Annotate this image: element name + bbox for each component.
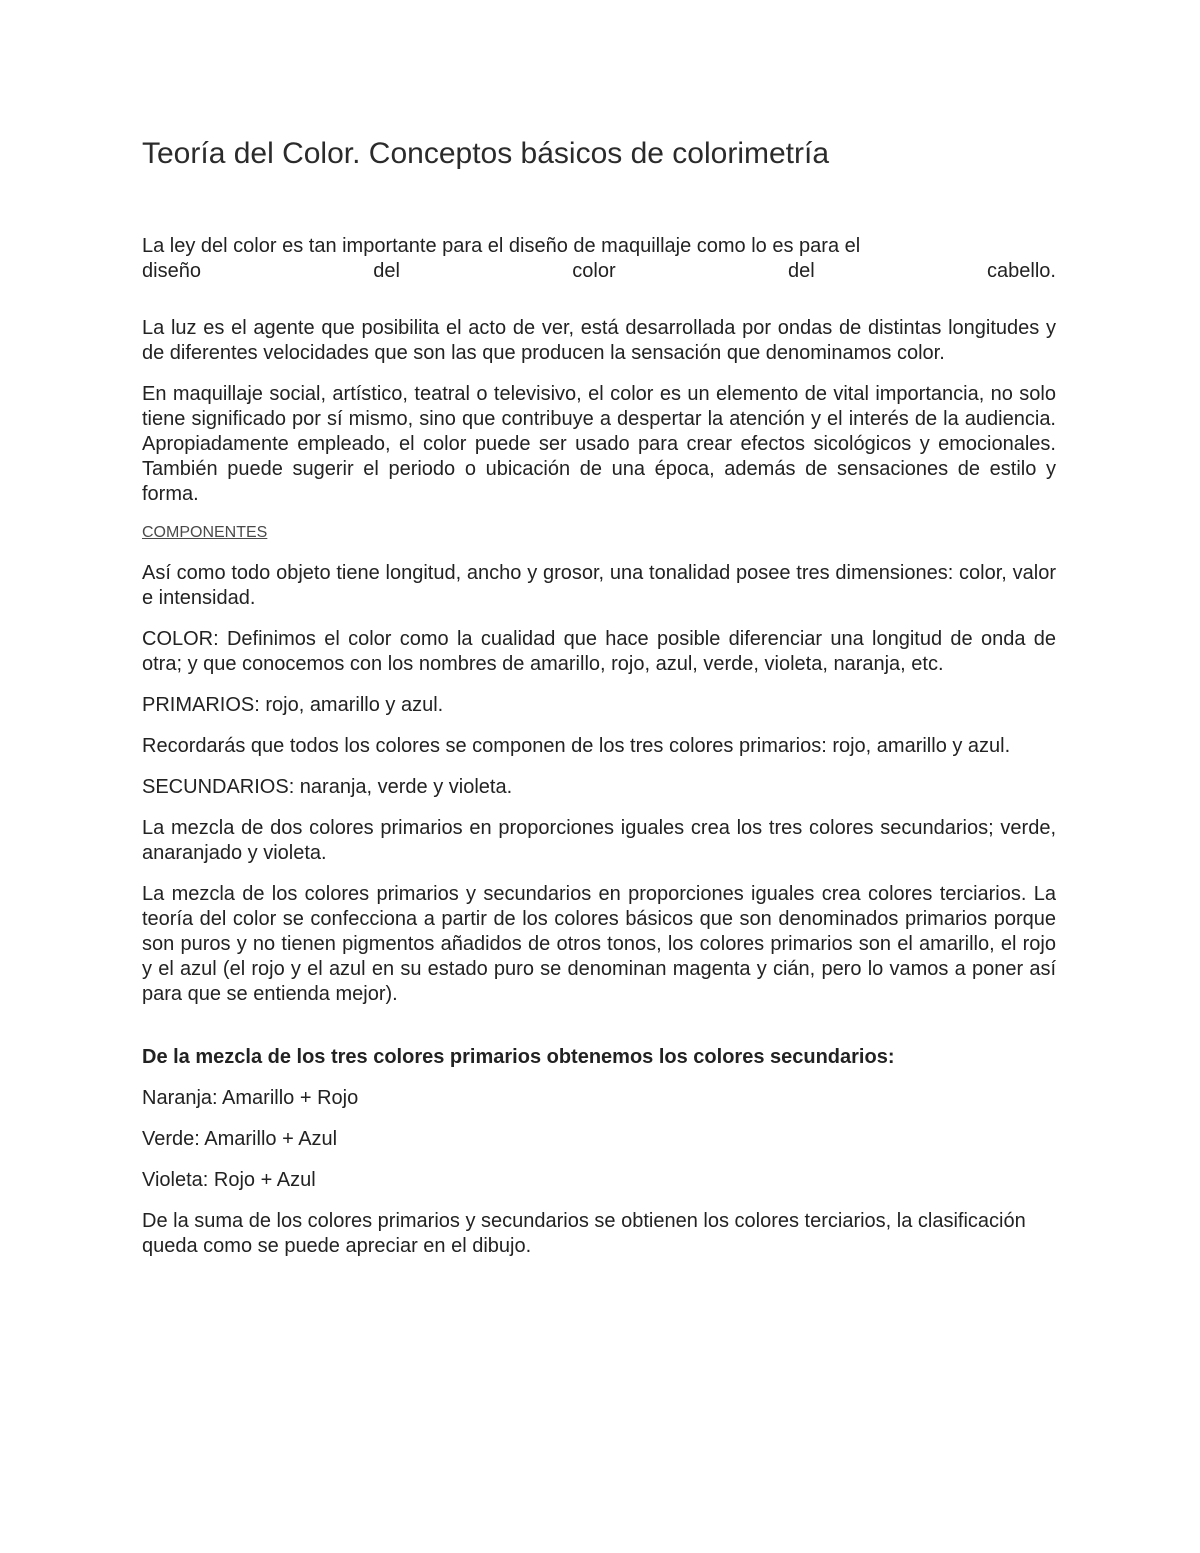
- intro-word: del: [787, 260, 815, 282]
- paragraph-luz: La luz es el agente que posibilita el acto de ver, está desarrollada por ondas de distintas longitudes y de diferentes velocidades que son las que producen la sensación que denominamos color.: [142, 317, 1056, 364]
- intro-paragraph: [142, 234, 1056, 284]
- intro-line-2: [142, 259, 1056, 284]
- componentes-heading: COMPONENTES: [142, 524, 268, 541]
- intro-word: diseño: [142, 260, 201, 282]
- bold-heading: De la mezcla de los tres colores primarios obtenemos los colores secundarios:: [142, 1046, 895, 1068]
- intro-word: color: [572, 260, 616, 282]
- paragraph-color: COLOR: Definimos el color como la cualidad que hace posible diferenciar una longitud de onda de otra; y que conocemos con los nombres de amarillo, rojo, azul, verde, violeta, naranja, etc.: [142, 628, 1056, 675]
- paragraph-secundarios: SECUNDARIOS: naranja, verde y violeta.: [142, 776, 513, 798]
- mix-naranja: Naranja: Amarillo + Rojo: [142, 1087, 359, 1109]
- paragraph-maquillaje: En maquillaje social, artístico, teatral o televisivo, el color es un elemento de vital importancia, no solo tiene significado por sí mismo, sino que contribuye a despertar la atención y el interés de la audiencia. Apropiadamente empleado, el color puede ser usado para crear efectos sicológicos y emocionales. También puede sugerir el periodo o ubicación de una época, además de sensaciones de estilo y forma.: [142, 383, 1056, 505]
- paragraph-dimensiones: Así como todo objeto tiene longitud, ancho y grosor, una tonalidad posee tres dimensiones: color, valor e intensidad.: [142, 562, 1056, 609]
- mix-violeta: Violeta: Rojo + Azul: [142, 1169, 316, 1191]
- document-page: [142, 134, 1056, 1275]
- mix-verde: Verde: Amarillo + Azul: [142, 1128, 338, 1150]
- intro-line-1: La ley del color es tan importante para el diseño de maquillaje como lo es para el: [142, 235, 861, 257]
- intro-word: del: [373, 260, 400, 282]
- paragraph-mezcla-dos: La mezcla de dos colores primarios en proporciones iguales crea los tres colores secundarios; verde, anaranjado y violeta.: [142, 817, 1056, 864]
- paragraph-recordaras: Recordarás que todos los colores se componen de los tres colores primarios: rojo, amarillo y azul.: [142, 735, 1011, 757]
- paragraph-primarios: PRIMARIOS: rojo, amarillo y azul.: [142, 694, 444, 716]
- paragraph-mezcla-terciarios: La mezcla de los colores primarios y secundarios en proporciones iguales crea colores terciarios. La teoría del color se confecciona a partir de los colores básicos que son denominados primarios porque son puros y no tienen pigmentos añadidos de otros tonos, los colores primarios son el amarillo, el rojo y el azul (el rojo y el azul en su estado puro se denominan magenta y cián, pero lo vamos a poner así para que se entienda mejor).: [142, 883, 1056, 1005]
- document-title: Teoría del Color. Conceptos básicos de colorimetría: [142, 137, 830, 170]
- paragraph-suma: De la suma de los colores primarios y secundarios se obtienen los colores terciarios, la clasificación queda como se puede apreciar en el dibujo.: [142, 1210, 1026, 1257]
- intro-word: cabello.: [987, 260, 1056, 282]
